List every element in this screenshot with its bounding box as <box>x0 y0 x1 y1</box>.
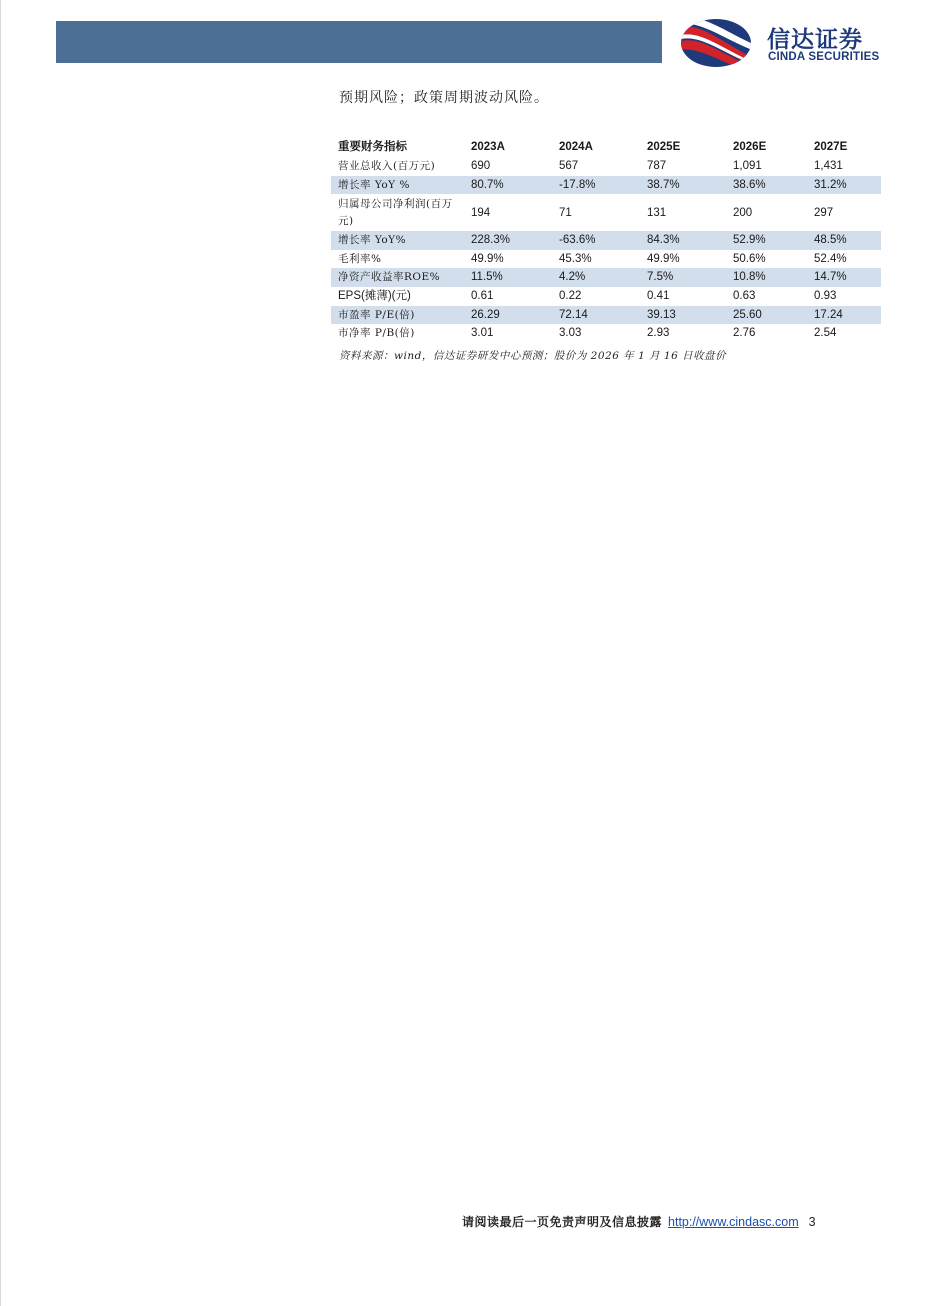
table-row <box>331 306 881 325</box>
cinda-logo-icon <box>678 16 754 70</box>
table-cell: 10.8% <box>725 268 806 287</box>
row-label: 市盈率 P/E(倍) <box>331 306 463 325</box>
table-row <box>331 176 881 195</box>
table-cell: 3.03 <box>559 327 582 340</box>
row-label: EPS(摊薄)(元) <box>338 289 411 302</box>
table-cell: 0.61 <box>471 289 494 302</box>
table-cell: 84.3% <box>639 231 725 250</box>
row-label: 净资产收益率ROE% <box>331 268 463 287</box>
table-cell: 1,091 <box>733 160 762 172</box>
row-label: 市净率 P/B(倍) <box>338 327 415 340</box>
table-cell: 49.9% <box>647 252 680 265</box>
page-footer <box>462 1213 816 1230</box>
financial-indicators-table <box>331 137 881 343</box>
table-cell: 1,431 <box>814 160 843 172</box>
table-cell: 38.6% <box>725 176 806 195</box>
table-cell: 2.54 <box>814 327 837 340</box>
table-cell: 690 <box>471 160 491 172</box>
table-cell: 26.29 <box>463 306 551 325</box>
table-cell: 4.2% <box>551 268 639 287</box>
table-cell: 0.22 <box>559 289 582 302</box>
table-cell: 0.41 <box>647 289 670 302</box>
risk-text: 预期风险；政策周期波动风险。 <box>339 90 549 106</box>
table-cell: 7.5% <box>639 268 725 287</box>
table-cell: 17.24 <box>806 306 881 325</box>
table-cell: -63.6% <box>551 231 639 250</box>
table-cell: 194 <box>471 206 491 219</box>
table-cell: 14.7% <box>806 268 881 287</box>
page-number: 3 <box>808 1215 816 1229</box>
header-cell: 2025E <box>647 141 681 153</box>
table-cell: 2.76 <box>733 327 756 340</box>
brand-name-en: CINDA SECURITIES <box>768 51 880 63</box>
table-cell: 0.63 <box>733 289 756 302</box>
table-cell: 39.13 <box>639 306 725 325</box>
table-header-row <box>331 137 881 157</box>
table-row <box>331 250 881 269</box>
header-cell: 2023A <box>471 141 505 153</box>
table-cell: 567 <box>559 160 579 172</box>
table-cell: 49.9% <box>471 252 504 265</box>
website-link[interactable]: http://www.cindasc.com <box>668 1215 799 1229</box>
table-cell: 2.93 <box>647 327 670 340</box>
brand-logo <box>678 16 908 74</box>
table-cell: 31.2% <box>806 176 881 195</box>
table-cell: 0.93 <box>814 289 837 302</box>
table-row <box>331 287 881 306</box>
table-cell: 50.6% <box>733 252 766 265</box>
header-bar <box>56 21 662 63</box>
brand-name-cn: 信达证券 <box>767 27 863 53</box>
table-cell: -17.8% <box>551 176 639 195</box>
row-label: 增长率 YoY% <box>331 231 463 250</box>
table-cell: 25.60 <box>725 306 806 325</box>
table-row <box>331 324 881 343</box>
table-cell: 45.3% <box>559 252 592 265</box>
row-label: 增长率 YoY % <box>331 176 463 195</box>
table-row <box>331 157 881 176</box>
disclaimer-text: 请阅读最后一页免责声明及信息披露 <box>462 1215 663 1229</box>
header-cell: 重要财务指标 <box>338 141 407 153</box>
source-note: 资料来源：wind，信达证券研发中心预测；股价为 2026 年 1 月 16 日收盘价 <box>339 350 727 362</box>
table-cell: 787 <box>647 160 667 172</box>
table-row <box>331 194 881 231</box>
header-cell: 2026E <box>733 141 767 153</box>
table-cell: 72.14 <box>551 306 639 325</box>
row-label: 归属母公司净利润(百万元) <box>338 198 453 228</box>
table-cell: 3.01 <box>471 327 494 340</box>
table-cell: 131 <box>647 206 667 219</box>
table-cell: 71 <box>559 206 572 219</box>
table-cell: 38.7% <box>639 176 725 195</box>
table-row <box>331 268 881 287</box>
table-cell: 297 <box>814 206 834 219</box>
table-cell: 200 <box>733 206 753 219</box>
table-cell: 11.5% <box>463 268 551 287</box>
header-cell: 2027E <box>814 141 848 153</box>
table-cell: 80.7% <box>463 176 551 195</box>
page-edge <box>0 0 1 1306</box>
header-cell: 2024A <box>559 141 593 153</box>
table-row <box>331 231 881 250</box>
table-cell: 228.3% <box>463 231 551 250</box>
table-cell: 48.5% <box>806 231 881 250</box>
row-label: 营业总收入(百万元) <box>338 160 436 172</box>
table-cell: 52.9% <box>725 231 806 250</box>
table-cell: 52.4% <box>814 252 847 265</box>
row-label: 毛利率% <box>338 252 382 265</box>
